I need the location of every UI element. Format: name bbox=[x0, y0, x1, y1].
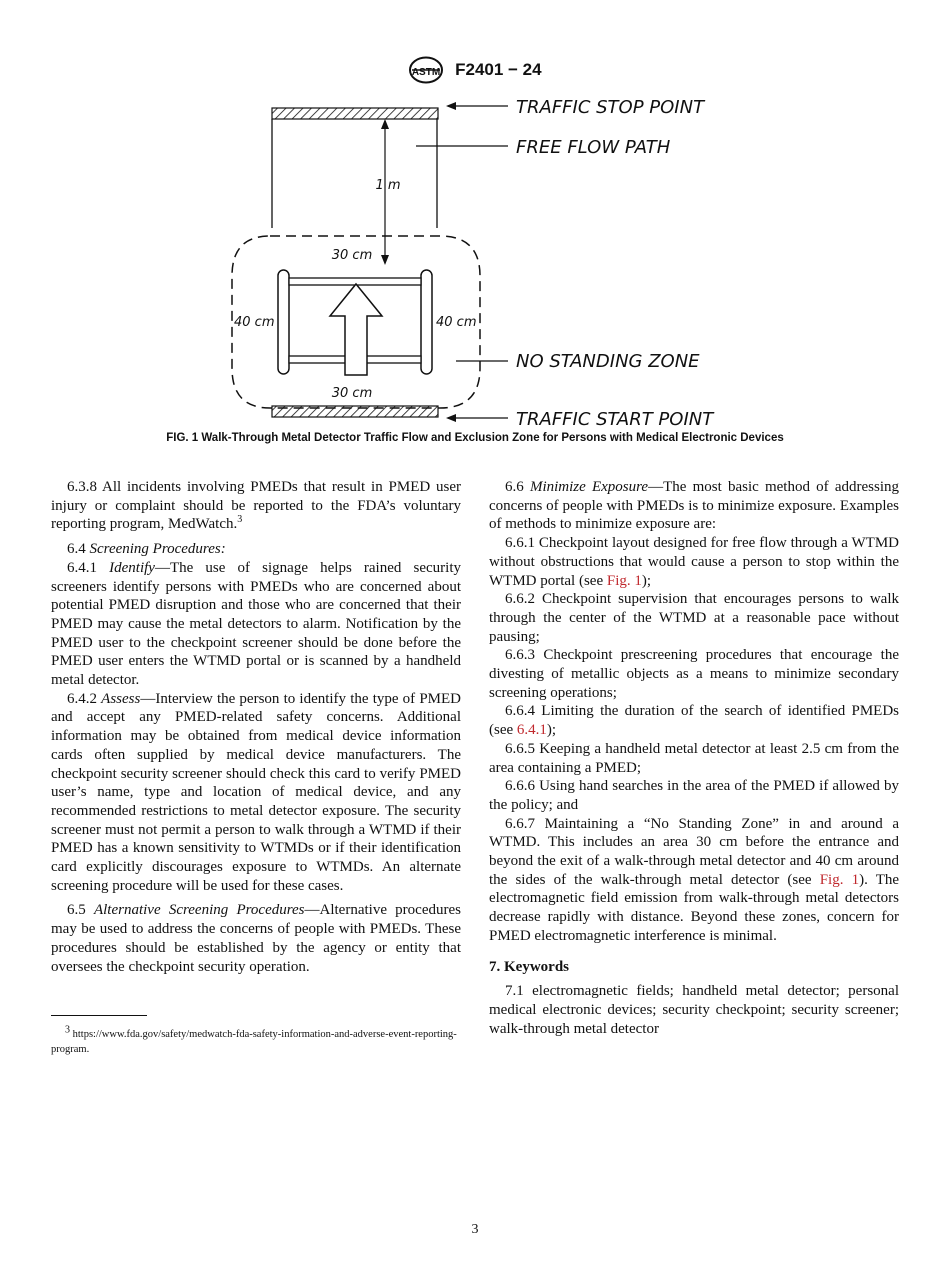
label-top-30cm: 30 cm bbox=[331, 248, 373, 263]
paragraph-6-5 bbox=[51, 901, 461, 976]
fig-1-link[interactable]: Fig. 1 bbox=[606, 572, 642, 589]
paragraph-text: 6.6.1 Checkpoint layout designed for free flow through a WTMD without obstructions that would cause a person to stop within the WTMD portal (see bbox=[489, 535, 899, 589]
wtmd-right-pillar bbox=[421, 270, 432, 374]
leader-traffic-stop-arrowhead bbox=[446, 102, 456, 110]
fig-1-link[interactable]: Fig. 1 bbox=[819, 871, 860, 888]
page-header bbox=[0, 56, 950, 84]
page-number: 3 bbox=[471, 1222, 479, 1237]
footnote-ref-3[interactable]: 3 bbox=[237, 514, 243, 526]
label-1m: 1 m bbox=[375, 178, 401, 193]
footnote-marker: 3 bbox=[65, 1024, 70, 1036]
paragraph-text: ); bbox=[641, 572, 652, 589]
paragraph-text: —Interview the person to identify the type of PMED and accept any PMED-related safety concerns. Additional information may be obtained from medical device information cards often supplied by medical device manufacturers. The checkpoint security screener should check this card to verify PMED user’s name, type and location of medical device, and any recommended restrictions to metal detector exposure. The security screener must not permit a person to walk through a WTMD if their PMED has a known sensitivity to WTMDs or if their identification card explicitly discourages exposure to WTMDs. An alternate screening procedure will be used for these cases. bbox=[51, 690, 461, 894]
paragraph-text: —The most basic method of addressing concerns of people with PMEDs is to minimize exposure. Examples of methods to minimize exposure are: bbox=[489, 479, 900, 533]
label-traffic-stop-point: TRAFFIC STOP POINT bbox=[516, 97, 705, 118]
paragraph-6-6-5: 6.6.5 Keeping a handheld metal detector at least 2.5 cm from the area containing a PMED; bbox=[489, 740, 899, 776]
dimension-arrow-up bbox=[381, 119, 389, 129]
label-right-40cm: 40 cm bbox=[436, 315, 477, 330]
paragraph-6-6-3: 6.6.3 Checkpoint prescreening procedures that encourage the divesting of metallic objects as a means to minimize secondary screening operations; bbox=[489, 647, 899, 701]
label-left-40cm: 40 cm bbox=[234, 315, 275, 330]
paragraph-text: —Alternative procedures may be used to address the concerns of people with PMEDs. These procedures should be established by the agency or entity that oversees the checkpoint security operation. bbox=[51, 902, 461, 975]
paragraph-6-3-8-text: 6.3.8 All incidents involving PMEDs that result in PMED user injury or complaint should be reported to the FDA’s voluntary reporting program, MedWatch. bbox=[51, 479, 461, 533]
figure-caption: FIG. 1 Walk-Through Metal Detector Traffic Flow and Exclusion Zone for Persons with Medical Electronic Devices bbox=[166, 432, 784, 444]
leader-traffic-start-arrowhead bbox=[446, 414, 456, 422]
label-bottom-30cm: 30 cm bbox=[331, 386, 373, 401]
paragraph-6-6-1 bbox=[489, 534, 899, 590]
left-column bbox=[51, 478, 461, 976]
label-no-standing-zone: NO STANDING ZONE bbox=[516, 351, 700, 372]
footnote-divider bbox=[51, 1015, 147, 1016]
section-6-4-1-link[interactable]: 6.4.1 bbox=[516, 722, 547, 739]
paragraph-6-6-7 bbox=[489, 815, 899, 946]
traffic-stop-bar bbox=[272, 108, 438, 119]
section-number: 6.4.1 bbox=[67, 559, 110, 576]
label-traffic-start-point: TRAFFIC START POINT bbox=[516, 409, 714, 428]
paragraph-6-4 bbox=[51, 540, 461, 559]
paragraph-text: 6.6.4 Limiting the duration of the search of identified PMEDs (see bbox=[489, 703, 899, 739]
paragraph-6-6-4 bbox=[489, 702, 899, 739]
paragraph-text: —The use of signage helps rained security screeners identify persons with PMEDs who are concerned about potential PMED disruption and those who are concerned that their PMED may cause the metal detectors to alarm. Notification by the PMED user to the checkpoint screener should be done before the PMED user enters the WTMD portal or is scanned by a handheld metal detector. bbox=[51, 559, 461, 689]
paragraph-6-4-1 bbox=[51, 559, 461, 690]
keywords-heading: 7. Keywords bbox=[489, 958, 569, 975]
section-title: Identify bbox=[109, 559, 155, 576]
wtmd-top-crossbar bbox=[289, 278, 421, 285]
document-designation: F2401 − 24 bbox=[455, 60, 542, 79]
section-number: 6.6 bbox=[505, 479, 530, 495]
section-title: Alternative Screening Procedures bbox=[93, 902, 305, 919]
section-number: 6.4.2 bbox=[67, 690, 102, 707]
astm-logo-text: ASTM bbox=[412, 67, 441, 78]
paragraph-6-6-2: 6.6.2 Checkpoint supervision that encourages persons to walk through the center of the WTMD at a reasonable pace without pausing; bbox=[489, 591, 899, 645]
footnote-3 bbox=[51, 1024, 461, 1057]
label-free-flow-path: FREE FLOW PATH bbox=[516, 137, 671, 158]
paragraph-6-3-8 bbox=[51, 478, 461, 534]
figure-1-diagram bbox=[0, 88, 950, 428]
paragraph-7-1: 7.1 electromagnetic fields; handheld metal detector; personal medical electronic devices; security checkpoint; security screener; walk-through metal detector bbox=[489, 983, 899, 1037]
section-title: Screening Procedures: bbox=[89, 541, 226, 558]
astm-logo-icon bbox=[408, 56, 444, 84]
paragraph-6-4-2 bbox=[51, 690, 461, 896]
footnote-url[interactable]: https://www.fda.gov/safety/medwatch-fda-safety-information-and-adverse-event-reporting-program. bbox=[51, 1029, 457, 1055]
section-number: 6.5 bbox=[67, 902, 94, 919]
paragraph-text: ). The electromagnetic field emission from walk-through metal detectors decrease rapidly with distance. Beyond these zones, concern for PMED electromagnetic interference is minimal. bbox=[489, 871, 900, 944]
dimension-arrow-down bbox=[381, 255, 389, 265]
right-column bbox=[489, 478, 899, 1038]
section-number: 6.4 bbox=[67, 541, 90, 558]
paragraph-6-6 bbox=[489, 478, 899, 534]
section-title: Assess bbox=[101, 690, 141, 707]
paragraph-6-6-6: 6.6.6 Using hand searches in the area of the PMED if allowed by the policy; and bbox=[489, 778, 899, 813]
paragraph-text: 6.6.7 Maintaining a “No Standing Zone” in and around a WTMD. This includes an area 30 cm before the entrance and beyond the exit of a walk-through metal detector and 40 cm around the sides of the walk-through metal detector (see bbox=[489, 815, 899, 888]
section-title: Minimize Exposure bbox=[529, 479, 649, 495]
wtmd-left-pillar bbox=[278, 270, 289, 374]
paragraph-text: ); bbox=[546, 722, 557, 739]
